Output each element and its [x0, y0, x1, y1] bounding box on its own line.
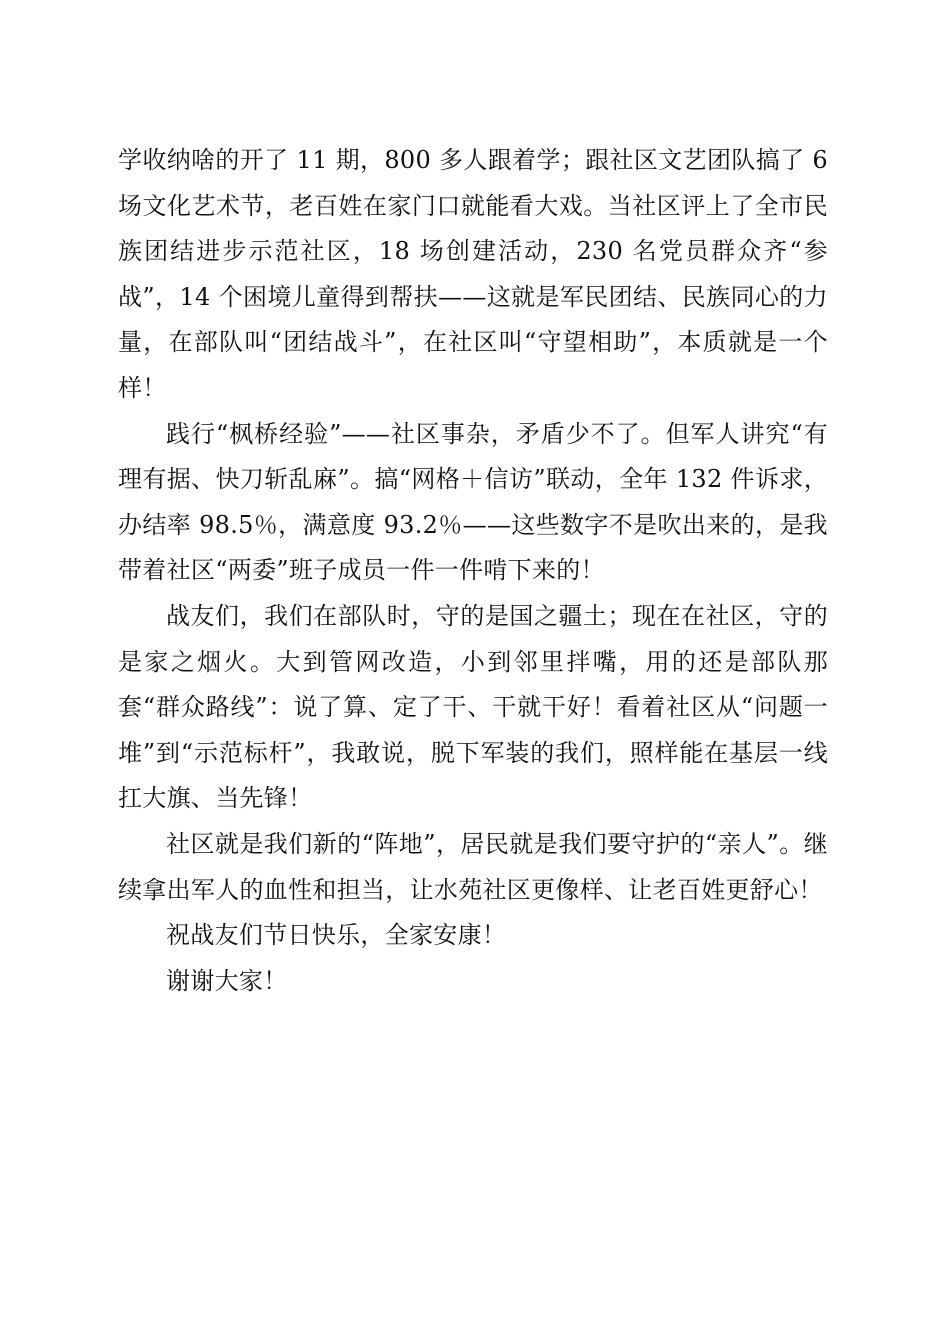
- paragraph-continued: 学收纳啥的开了 11 期，800 多人跟着学；跟社区文艺团队搞了 6 场文化艺术节，老百姓在家门口就能看大戏。当社区评上了全市民族团结进步示范社区，18 场创建活动，230 名党员群众齐“参战”，14 个困境儿童得到帮扶——这就是军民团结、民族同心的力量，在部队叫“团结战斗”，在社区叫“守望相助”，本质就是一个样！: [118, 146, 828, 402]
- document-body: [118, 138, 828, 1004]
- paragraph-community-position: 社区就是我们新的“阵地”，居民就是我们要守护的“亲人”。继续拿出军人的血性和担当，让水苑社区更像样、让老百姓更舒心！: [118, 829, 828, 904]
- paragraph-comrades: 战友们，我们在部队时，守的是国之疆土；现在在社区，守的是家之烟火。大到管网改造，小到邻里拌嘴，用的还是部队那套“群众路线”：说了算、定了干、干就干好！看着社区从“问题一堆”到“示范标杆”，我敢说，脱下军装的我们，照样能在基层一线扛大旗、当先锋！: [118, 601, 828, 813]
- paragraph-fengqiao-experience: 践行“枫桥经验”——社区事杂，矛盾少不了。但军人讲究“有理有据、快刀斩乱麻”。搞“网格＋信访”联动，全年 132 件诉求，办结率 98.5％，满意度 93.2％——这些数字不是吹出来的，是我带着社区“两委”班子成员一件一件啃下来的！: [118, 419, 828, 585]
- paragraph-thanks: 谢谢大家！: [166, 966, 288, 995]
- paragraph-holiday-wishes: 祝战友们节日快乐，全家安康！: [166, 921, 507, 950]
